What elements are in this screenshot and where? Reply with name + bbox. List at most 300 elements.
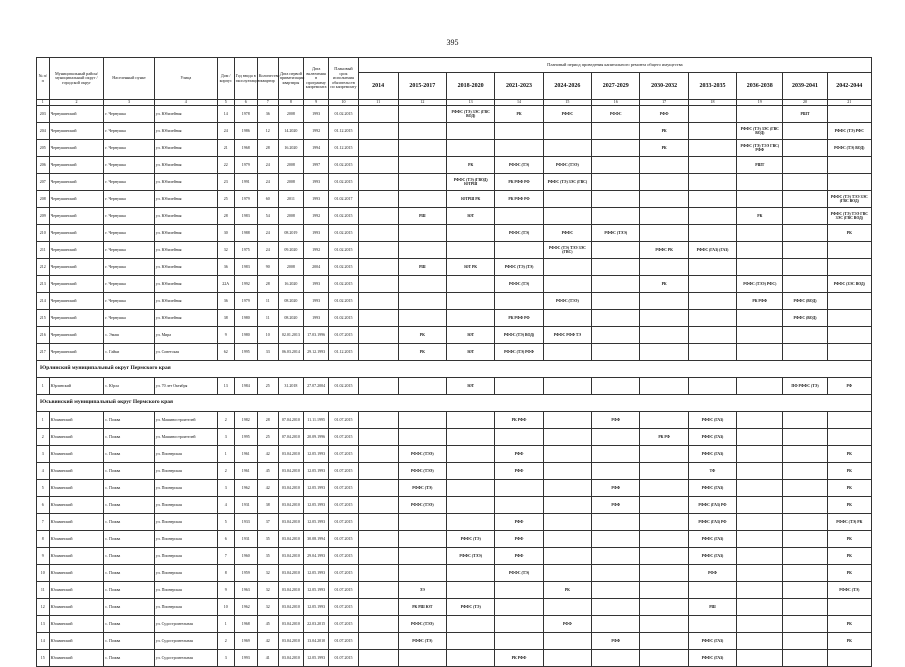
table-cell: [358, 327, 398, 344]
table-cell: РФФ: [495, 514, 543, 531]
table-cell: [543, 344, 591, 361]
table-cell: 213: [37, 276, 50, 293]
table-cell: [783, 446, 827, 463]
table-cell: [358, 310, 398, 327]
table-cell: РФФС (ТЭ) РФФ: [495, 344, 543, 361]
section-title: Юсьвинский муниципальный округ Пермского края: [37, 395, 872, 412]
table-cell: [592, 140, 640, 157]
table-cell: [543, 140, 591, 157]
table-cell: 01.02.2015: [329, 293, 358, 310]
table-cell: 208: [37, 191, 50, 208]
header-inclusion-date: Дата включения в программу капремонта: [304, 58, 329, 100]
table-cell: ул. Юбилейная: [154, 276, 217, 293]
table-cell: 32: [257, 582, 278, 599]
table-cell: Чернушинский: [49, 310, 104, 327]
table-cell: РК РФФ: [495, 650, 543, 667]
table-cell: ул. Пионерская: [154, 497, 217, 514]
table-cell: 12.05.1993: [304, 565, 329, 582]
table-row: [37, 123, 872, 140]
table-cell: Юсьвинский: [49, 565, 104, 582]
table-cell: [737, 565, 783, 582]
table-cell: РФФС (ТЭ) РК: [827, 514, 871, 531]
table-cell: 37: [257, 514, 278, 531]
table-cell: [640, 412, 688, 429]
table-cell: [783, 259, 827, 276]
table-cell: 3: [37, 446, 50, 463]
table-cell: [640, 633, 688, 650]
table-cell: 01.12.2015: [329, 140, 358, 157]
header-period: 2021-2023: [495, 73, 543, 100]
table-cell: 13: [37, 616, 50, 633]
table-cell: Чернушинский: [49, 225, 104, 242]
table-cell: 12.05.1993: [304, 497, 329, 514]
table-cell: 36: [217, 259, 234, 276]
table-cell: РК: [827, 531, 871, 548]
table-cell: [783, 514, 827, 531]
table-cell: РФФС (ТЭ): [495, 276, 543, 293]
table-cell: РФФС (ТЭ) ВОД): [827, 140, 871, 157]
table-cell: [447, 429, 495, 446]
table-cell: с. Пожва: [104, 412, 154, 429]
table-cell: 1960: [234, 548, 257, 565]
table-row: [37, 463, 872, 480]
table-cell: г. Чернушка: [104, 208, 154, 225]
table-cell: [398, 310, 446, 327]
table-cell: [827, 310, 871, 327]
table-cell: 206: [37, 157, 50, 174]
table-cell: [358, 208, 398, 225]
column-number: 18: [688, 100, 736, 106]
table-cell: Чернушинский: [49, 293, 104, 310]
table-cell: с. Пожва: [104, 633, 154, 650]
table-cell: 1992: [234, 276, 257, 293]
table-cell: [447, 480, 495, 497]
column-number: 13: [447, 100, 495, 106]
table-cell: РФФС (ТЭЭ): [592, 225, 640, 242]
table-cell: [640, 548, 688, 565]
table-cell: 28: [217, 208, 234, 225]
table-cell: [495, 497, 543, 514]
table-cell: [783, 225, 827, 242]
table-cell: [358, 242, 398, 259]
table-cell: 01.07.2015: [329, 480, 358, 497]
table-cell: 1975: [234, 242, 257, 259]
table-cell: [688, 208, 736, 225]
table-cell: 35: [257, 531, 278, 548]
table-cell: 03.04.2010: [278, 514, 303, 531]
table-cell: 1961: [234, 463, 257, 480]
table-cell: [592, 276, 640, 293]
table-cell: 14: [37, 633, 50, 650]
table-cell: [447, 446, 495, 463]
table-cell: РФФС (ТЭЭ): [543, 293, 591, 310]
table-cell: [592, 599, 640, 616]
table-cell: [495, 140, 543, 157]
table-cell: 12.05.1993: [304, 650, 329, 667]
table-cell: 10: [217, 599, 234, 616]
table-cell: [358, 548, 398, 565]
table-cell: [358, 259, 398, 276]
table-cell: РФФС (ТЭ) (ТЭ): [495, 259, 543, 276]
table-row: [37, 157, 872, 174]
table-cell: 01.02.2015: [329, 106, 358, 123]
table-cell: 30: [217, 225, 234, 242]
table-cell: 30.08.1994: [304, 531, 329, 548]
table-cell: [398, 531, 446, 548]
table-cell: 211: [37, 242, 50, 259]
table-cell: 01.07.2015: [329, 582, 358, 599]
table-cell: РФФС (ТЭ) ТЭЭ ЗЭС (ГВС): [543, 242, 591, 259]
table-cell: РК: [827, 225, 871, 242]
table-cell: РК РФФ РФ: [495, 310, 543, 327]
table-cell: РФФС (ГАЗ): [688, 548, 736, 565]
table-cell: Чернушинский: [49, 344, 104, 361]
table-cell: Чернушинский: [49, 157, 104, 174]
table-cell: 38: [257, 497, 278, 514]
table-cell: РШТ: [737, 157, 783, 174]
table-cell: 24: [217, 123, 234, 140]
table-cell: РФФС (ГАЗ) РФ: [688, 497, 736, 514]
table-cell: [447, 565, 495, 582]
table-cell: 29.04.1993: [304, 548, 329, 565]
table-cell: [592, 259, 640, 276]
table-cell: с. Пожва: [104, 480, 154, 497]
header-period: 2027-2029: [592, 73, 640, 100]
table-cell: [592, 242, 640, 259]
table-cell: [783, 276, 827, 293]
table-cell: 1962: [234, 599, 257, 616]
table-cell: 03.04.2010: [278, 548, 303, 565]
table-cell: [447, 276, 495, 293]
table-cell: РК: [398, 344, 446, 361]
table-cell: ул. Судостроительная: [154, 616, 217, 633]
table-cell: 1993: [304, 225, 329, 242]
table-cell: [688, 191, 736, 208]
table-cell: [447, 242, 495, 259]
table-cell: ТФ: [688, 463, 736, 480]
table-cell: с. Пожва: [104, 531, 154, 548]
table-cell: 12.05.1993: [304, 514, 329, 531]
table-cell: 01.02.2015: [329, 225, 358, 242]
table-cell: [688, 157, 736, 174]
table-cell: [543, 463, 591, 480]
table-row: [37, 327, 872, 344]
table-cell: [398, 123, 446, 140]
table-cell: 2008: [278, 208, 303, 225]
table-cell: 01.02.2015: [329, 174, 358, 191]
table-cell: 1968: [234, 140, 257, 157]
table-cell: ул. Юбилейная: [154, 293, 217, 310]
table-row: [37, 191, 872, 208]
table-cell: 12.05.1993: [304, 446, 329, 463]
table-cell: РФФ: [495, 463, 543, 480]
table-cell: с. Пожва: [104, 582, 154, 599]
table-cell: [592, 344, 640, 361]
table-cell: РФФ: [495, 548, 543, 565]
table-cell: [640, 327, 688, 344]
table-row: [37, 225, 872, 242]
table-cell: [592, 582, 640, 599]
table-cell: [543, 378, 591, 395]
table-cell: [737, 650, 783, 667]
table-cell: Юсьвинский: [49, 531, 104, 548]
table-cell: 13.04.2010: [304, 633, 329, 650]
table-cell: [827, 106, 871, 123]
column-number: 20: [783, 100, 827, 106]
table-cell: с. Пожва: [104, 565, 154, 582]
table-row: [37, 106, 872, 123]
table-row: [37, 140, 872, 157]
column-number: 14: [495, 100, 543, 106]
table-cell: [783, 497, 827, 514]
table-cell: [543, 548, 591, 565]
table-cell: Юсьвинский: [49, 497, 104, 514]
table-cell: 1994: [304, 140, 329, 157]
table-cell: РФ: [827, 378, 871, 395]
table-cell: [783, 242, 827, 259]
column-number: 8: [278, 100, 303, 106]
table-cell: с. Пожва: [104, 650, 154, 667]
table-row: [37, 259, 872, 276]
table-cell: [495, 582, 543, 599]
header-apartments: Количество квартир: [257, 58, 278, 100]
table-cell: 45: [257, 463, 278, 480]
table-cell: РФФС (ТЭЭ): [398, 497, 446, 514]
table-cell: 01.07.2015: [329, 412, 358, 429]
column-number: 12: [398, 100, 446, 106]
table-cell: [827, 650, 871, 667]
table-cell: 32: [257, 565, 278, 582]
table-cell: с. Пожва: [104, 446, 154, 463]
table-cell: [358, 497, 398, 514]
table-cell: [447, 650, 495, 667]
table-cell: 03.04.2010: [278, 497, 303, 514]
table-cell: [737, 106, 783, 123]
table-cell: [543, 208, 591, 225]
table-cell: г. Чернушка: [104, 225, 154, 242]
table-cell: 1993: [234, 650, 257, 667]
table-cell: 17.03.1996: [304, 327, 329, 344]
table-cell: [358, 225, 398, 242]
table-cell: [447, 463, 495, 480]
table-row: [37, 310, 872, 327]
table-cell: ЮТ: [447, 344, 495, 361]
table-cell: 03.04.2010: [278, 599, 303, 616]
table-cell: РФФС (ТЭ) ЗЭС (ГВС ВОД): [447, 106, 495, 123]
table-cell: 36: [217, 293, 234, 310]
table-cell: [398, 276, 446, 293]
table-cell: г. Чернушка: [104, 106, 154, 123]
table-cell: [737, 531, 783, 548]
table-cell: 9: [37, 548, 50, 565]
table-cell: РФФ: [592, 497, 640, 514]
table-cell: [592, 157, 640, 174]
table-cell: Чернушинский: [49, 208, 104, 225]
table-cell: [737, 327, 783, 344]
table-cell: РФФС (ГАЗ): [688, 446, 736, 463]
table-cell: г. Чернушка: [104, 140, 154, 157]
table-cell: [398, 191, 446, 208]
column-number: 4: [154, 100, 217, 106]
table-cell: РК РФФ РФ: [495, 174, 543, 191]
table-cell: 212: [37, 259, 50, 276]
table-cell: РК РШ ЮТ: [398, 599, 446, 616]
table-cell: 12.05.1993: [304, 599, 329, 616]
table-cell: [737, 463, 783, 480]
table-cell: 33: [257, 344, 278, 361]
column-number: 6: [234, 100, 257, 106]
table-cell: 1980: [234, 327, 257, 344]
table-cell: 5: [37, 480, 50, 497]
table-cell: 203: [37, 106, 50, 123]
table-cell: [358, 531, 398, 548]
table-cell: РФФС (ТЭ): [495, 157, 543, 174]
table-cell: РК: [640, 123, 688, 140]
table-cell: [783, 174, 827, 191]
table-cell: 1: [37, 412, 50, 429]
table-cell: 36: [257, 106, 278, 123]
table-cell: 12.05.1993: [304, 463, 329, 480]
table-cell: [783, 650, 827, 667]
table-row: [37, 650, 872, 667]
table-cell: 215: [37, 310, 50, 327]
table-cell: 4: [37, 463, 50, 480]
table-cell: [827, 412, 871, 429]
table-cell: [640, 565, 688, 582]
table-row: [37, 531, 872, 548]
table-cell: 1986: [234, 123, 257, 140]
table-cell: г. Чернушка: [104, 191, 154, 208]
table-cell: [398, 548, 446, 565]
table-cell: 1995: [234, 429, 257, 446]
table-cell: РФФ: [495, 446, 543, 463]
table-cell: 03.04.2010: [278, 650, 303, 667]
table-cell: [398, 565, 446, 582]
table-cell: 1993: [304, 174, 329, 191]
header-period: 2030-2032: [640, 73, 688, 100]
table-cell: ЭЭ: [398, 582, 446, 599]
table-cell: [358, 514, 398, 531]
table-cell: [447, 582, 495, 599]
table-cell: [737, 582, 783, 599]
table-cell: ЮТ: [447, 327, 495, 344]
table-cell: 22: [217, 157, 234, 174]
table-cell: 24: [257, 157, 278, 174]
table-row: [37, 616, 872, 633]
table-cell: [737, 225, 783, 242]
table-cell: 15: [37, 650, 50, 667]
table-cell: 25: [217, 191, 234, 208]
column-number: 17: [640, 100, 688, 106]
table-cell: РФФ: [592, 633, 640, 650]
table-cell: [398, 174, 446, 191]
table-cell: 11: [37, 582, 50, 599]
table-cell: 42: [257, 480, 278, 497]
table-cell: ул. Юбилейная: [154, 242, 217, 259]
table-cell: [358, 446, 398, 463]
table-cell: 207: [37, 174, 50, 191]
table-cell: г. Чернушка: [104, 310, 154, 327]
table-cell: 25: [257, 429, 278, 446]
column-number: 2: [49, 100, 104, 106]
table-cell: Чернушинский: [49, 327, 104, 344]
table-cell: РФФС: [592, 106, 640, 123]
table-cell: [737, 174, 783, 191]
table-cell: [592, 293, 640, 310]
table-cell: 1982: [234, 412, 257, 429]
table-cell: 01.07.2015: [329, 327, 358, 344]
table-cell: 6: [37, 497, 50, 514]
header-municipality: Муниципальный район/муниципальный округ /городской округ: [49, 58, 104, 100]
table-cell: [543, 599, 591, 616]
header-period: 2014: [358, 73, 398, 100]
table-cell: 2008: [278, 157, 303, 174]
table-cell: 6: [217, 531, 234, 548]
table-row: [37, 293, 872, 310]
column-number: 19: [737, 100, 783, 106]
table-cell: [543, 123, 591, 140]
table-cell: [783, 616, 827, 633]
table-cell: [640, 650, 688, 667]
table-cell: Юсьвинский: [49, 616, 104, 633]
table-cell: [640, 531, 688, 548]
table-cell: 1969: [234, 633, 257, 650]
table-cell: [737, 191, 783, 208]
table-cell: РФФС (ТЭ) РФС: [827, 123, 871, 140]
table-row: [37, 633, 872, 650]
table-cell: [447, 123, 495, 140]
table-cell: Юсьвинский: [49, 429, 104, 446]
table-cell: 11: [257, 310, 278, 327]
table-cell: РФФС (ГАЗ): [688, 429, 736, 446]
table-cell: 1993: [304, 191, 329, 208]
table-cell: [358, 480, 398, 497]
table-cell: 1979: [234, 191, 257, 208]
table-cell: [783, 463, 827, 480]
table-cell: 24: [257, 225, 278, 242]
table-cell: [783, 582, 827, 599]
table-cell: [827, 157, 871, 174]
table-cell: [592, 327, 640, 344]
table-cell: [783, 123, 827, 140]
table-cell: ул. Пионерская: [154, 548, 217, 565]
table-cell: с. Пожва: [104, 514, 154, 531]
table-cell: [495, 378, 543, 395]
table-cell: РК РФФ: [495, 412, 543, 429]
table-cell: 1992: [304, 242, 329, 259]
table-cell: [543, 276, 591, 293]
table-cell: [543, 480, 591, 497]
table-cell: 07.04.2010: [278, 412, 303, 429]
table-cell: 01.02.2015: [329, 378, 358, 395]
table-cell: РФФС (ТЭЭ) РФС): [737, 276, 783, 293]
table-cell: РФФС (ТЭ): [447, 599, 495, 616]
table-cell: 54: [257, 208, 278, 225]
table-cell: [495, 208, 543, 225]
table-cell: [358, 276, 398, 293]
table-cell: 2011: [278, 191, 303, 208]
table-cell: [688, 378, 736, 395]
table-cell: 1983: [234, 208, 257, 225]
table-cell: [827, 599, 871, 616]
table-cell: [495, 599, 543, 616]
table-cell: [495, 242, 543, 259]
column-number: 3: [104, 100, 154, 106]
section-title: Юрлинский муниципальный округ Пермского края: [37, 361, 872, 378]
table-cell: Юсьвинский: [49, 514, 104, 531]
table-cell: 01.02.2015: [329, 259, 358, 276]
table-cell: [358, 140, 398, 157]
